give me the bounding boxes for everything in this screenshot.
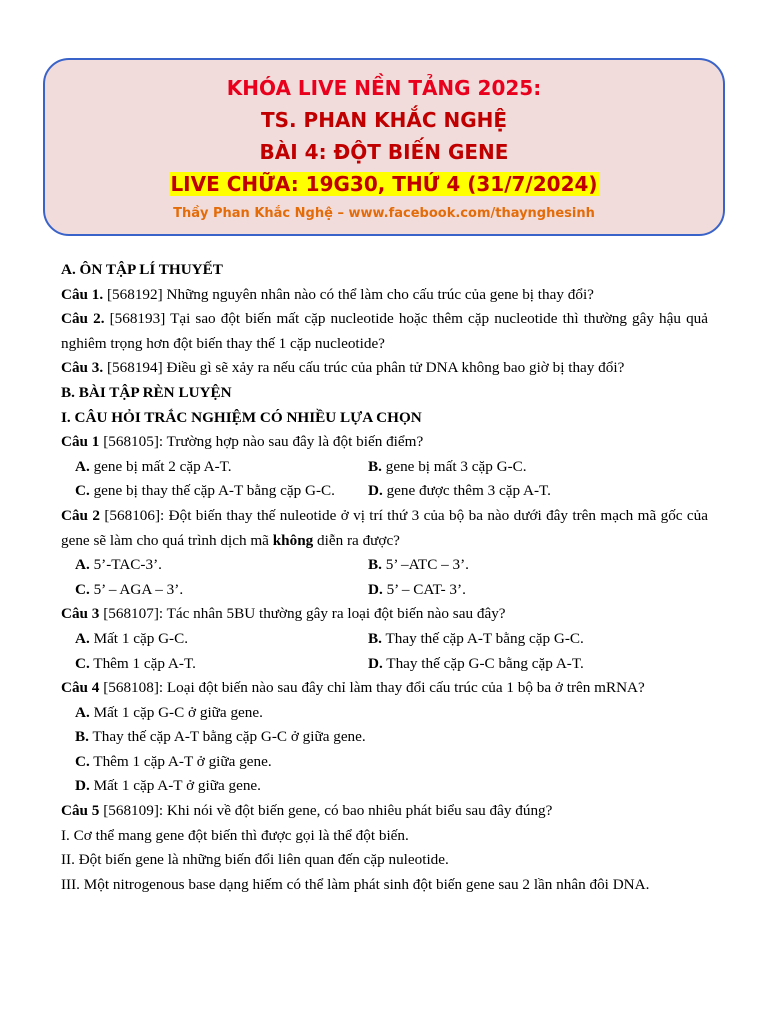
question-text: [568108]: Loại đột biến nào sau đây chỉ làm thay đổi cấu trúc của 1 bộ ba ở trên mRNA? bbox=[99, 679, 645, 697]
option-text: Thay thế cặp A-T bằng cặp G-C. bbox=[381, 629, 584, 647]
q3-option-a bbox=[61, 627, 368, 652]
document-body bbox=[61, 258, 708, 897]
option-text: gene bị mất 3 cặp G-C. bbox=[381, 457, 527, 475]
option-text: Mất 1 cặp A-T ở giữa gene. bbox=[89, 777, 261, 795]
option-key: D. bbox=[75, 777, 90, 795]
q3-option-b bbox=[368, 627, 708, 652]
option-text: Mất 1 cặp G-C. bbox=[89, 629, 189, 647]
question-label: Câu 4 bbox=[61, 679, 100, 697]
option-text: gene bị mất 2 cặp A-T. bbox=[89, 457, 232, 475]
q2-options-row-1 bbox=[61, 553, 708, 578]
q3-option-d bbox=[368, 652, 708, 677]
option-text: 5’ – AGA – 3’. bbox=[89, 580, 184, 598]
option-text: gene bị thay thế cặp A-T bằng cặp G-C. bbox=[89, 482, 335, 500]
q5-statement-1: I. Cơ thể mang gene đột biến thì được gọi là thể đột biến. bbox=[61, 826, 409, 844]
q4-option-c bbox=[61, 750, 708, 775]
option-text: Thêm 1 cặp A-T ở giữa gene. bbox=[89, 752, 272, 770]
option-text: 5’ –ATC – 3’. bbox=[381, 556, 469, 574]
question-label: Câu 2. bbox=[61, 310, 105, 328]
option-key: B. bbox=[368, 629, 382, 647]
question-text: [568107]: Tác nhân 5BU thường gây ra loại đột biến nào sau đây? bbox=[99, 605, 506, 623]
option-text: gene được thêm 3 cặp A-T. bbox=[382, 482, 551, 500]
option-key: D. bbox=[368, 482, 383, 500]
theory-question-3 bbox=[61, 356, 708, 381]
option-key: C. bbox=[75, 752, 90, 770]
option-key: A. bbox=[75, 457, 90, 475]
question-text: [568194] Điều gì sẽ xảy ra nếu cấu trúc của phân tử DNA không bao giờ bị thay đổi? bbox=[103, 359, 625, 377]
question-label: Câu 2 bbox=[61, 506, 100, 524]
q3-options-row-1 bbox=[61, 627, 708, 652]
teacher-name: TS. PHAN KHẮC NGHỆ bbox=[260, 108, 508, 132]
option-text: Thêm 1 cặp A-T. bbox=[89, 654, 196, 672]
option-key: A. bbox=[75, 629, 90, 647]
theory-question-2 bbox=[61, 307, 708, 356]
option-key: B. bbox=[75, 728, 89, 746]
course-header-box bbox=[43, 58, 725, 236]
q2-option-d bbox=[368, 578, 708, 603]
question-label: Câu 3 bbox=[61, 605, 100, 623]
live-schedule bbox=[45, 172, 723, 196]
section-b-subtitle: I. CÂU HỎI TRẮC NGHIỆM CÓ NHIỀU LỰA CHỌN bbox=[61, 408, 422, 426]
q3-options-row-2 bbox=[61, 652, 708, 677]
option-key: D. bbox=[368, 580, 383, 598]
q3-option-c bbox=[61, 652, 368, 677]
question-emphasis: không bbox=[272, 531, 314, 549]
question-text: [568193] Tại sao đột biến mất cặp nucleotide hoặc thêm cặp nucleotide thì thường gây hậu quả nghiêm trọng hơn đột biến thay thế 1 cặp nucleotide? bbox=[61, 310, 709, 352]
teacher-facebook: Thầy Phan Khắc Nghệ – www.facebook.com/thaynghesinh bbox=[173, 206, 595, 221]
live-schedule-text: LIVE CHỮA: 19G30, THỨ 4 (31/7/2024) bbox=[170, 172, 598, 196]
q5-statement-3: III. Một nitrogenous base dạng hiếm có thể làm phát sinh đột biến gene sau 2 lần nhân đôi DNA. bbox=[61, 875, 650, 893]
mcq-question-1 bbox=[61, 430, 708, 455]
q2-option-b bbox=[368, 553, 708, 578]
mcq-question-5 bbox=[61, 799, 708, 824]
q4-option-b bbox=[61, 725, 708, 750]
lesson-title: BÀI 4: ĐỘT BIẾN GENE bbox=[259, 140, 509, 164]
q4-option-d bbox=[61, 774, 708, 799]
section-b-title: B. BÀI TẬP RÈN LUYỆN bbox=[61, 383, 232, 401]
q1-options-row-1 bbox=[61, 455, 708, 480]
question-label: Câu 3. bbox=[61, 359, 104, 377]
option-text: Mất 1 cặp G-C ở giữa gene. bbox=[89, 703, 263, 721]
q4-option-a bbox=[61, 701, 708, 726]
q2-option-c bbox=[61, 578, 368, 603]
mcq-question-3 bbox=[61, 602, 708, 627]
q2-option-a bbox=[61, 553, 368, 578]
q1-option-b bbox=[368, 455, 708, 480]
option-text: Thay thế cặp A-T bằng cặp G-C ở giữa gene. bbox=[88, 728, 366, 746]
option-key: B. bbox=[368, 556, 382, 574]
course-title: KHÓA LIVE NỀN TẢNG 2025: bbox=[226, 76, 542, 100]
q2-options-row-2 bbox=[61, 578, 708, 603]
option-text: 5’ – CAT- 3’. bbox=[382, 580, 466, 598]
option-key: A. bbox=[75, 556, 90, 574]
question-label: Câu 1. bbox=[61, 285, 104, 303]
q1-options-row-2 bbox=[61, 479, 708, 504]
question-text: [568109]: Khi nói về đột biến gene, có bao nhiêu phát biểu sau đây đúng? bbox=[99, 802, 553, 820]
question-label: Câu 1 bbox=[61, 433, 100, 451]
theory-question-1 bbox=[61, 283, 708, 308]
q1-option-a bbox=[61, 455, 368, 480]
option-text: Thay thế cặp G-C bằng cặp A-T. bbox=[382, 654, 584, 672]
option-key: B. bbox=[368, 457, 382, 475]
question-text: [568105]: Trường hợp nào sau đây là đột biến điểm? bbox=[99, 433, 424, 451]
section-a-title: A. ÔN TẬP LÍ THUYẾT bbox=[61, 261, 223, 278]
option-text: 5’-TAC-3’. bbox=[89, 556, 162, 574]
q1-option-d bbox=[368, 479, 708, 504]
option-key: C. bbox=[75, 580, 90, 598]
question-text-end: diễn ra được? bbox=[313, 531, 400, 549]
option-key: C. bbox=[75, 482, 90, 500]
question-label: Câu 5 bbox=[61, 802, 100, 820]
q5-statement-2: II. Đột biến gene là những biến đổi liên quan đến cặp nuleotide. bbox=[61, 851, 449, 869]
option-key: D. bbox=[368, 654, 383, 672]
mcq-question-2 bbox=[61, 504, 708, 553]
question-text: [568106]: Đột biến thay thế nuleotide ở vị trí thứ 3 của bộ ba nào dưới đây trên mạch mã gốc của gene sẽ làm cho quá trình dịch mã bbox=[61, 506, 708, 549]
option-key: C. bbox=[75, 654, 90, 672]
q1-option-c bbox=[61, 479, 368, 504]
mcq-question-4 bbox=[61, 676, 708, 701]
option-key: A. bbox=[75, 703, 90, 721]
question-text: [568192] Những nguyên nhân nào có thể làm cho cấu trúc của gene bị thay đổi? bbox=[103, 285, 594, 303]
